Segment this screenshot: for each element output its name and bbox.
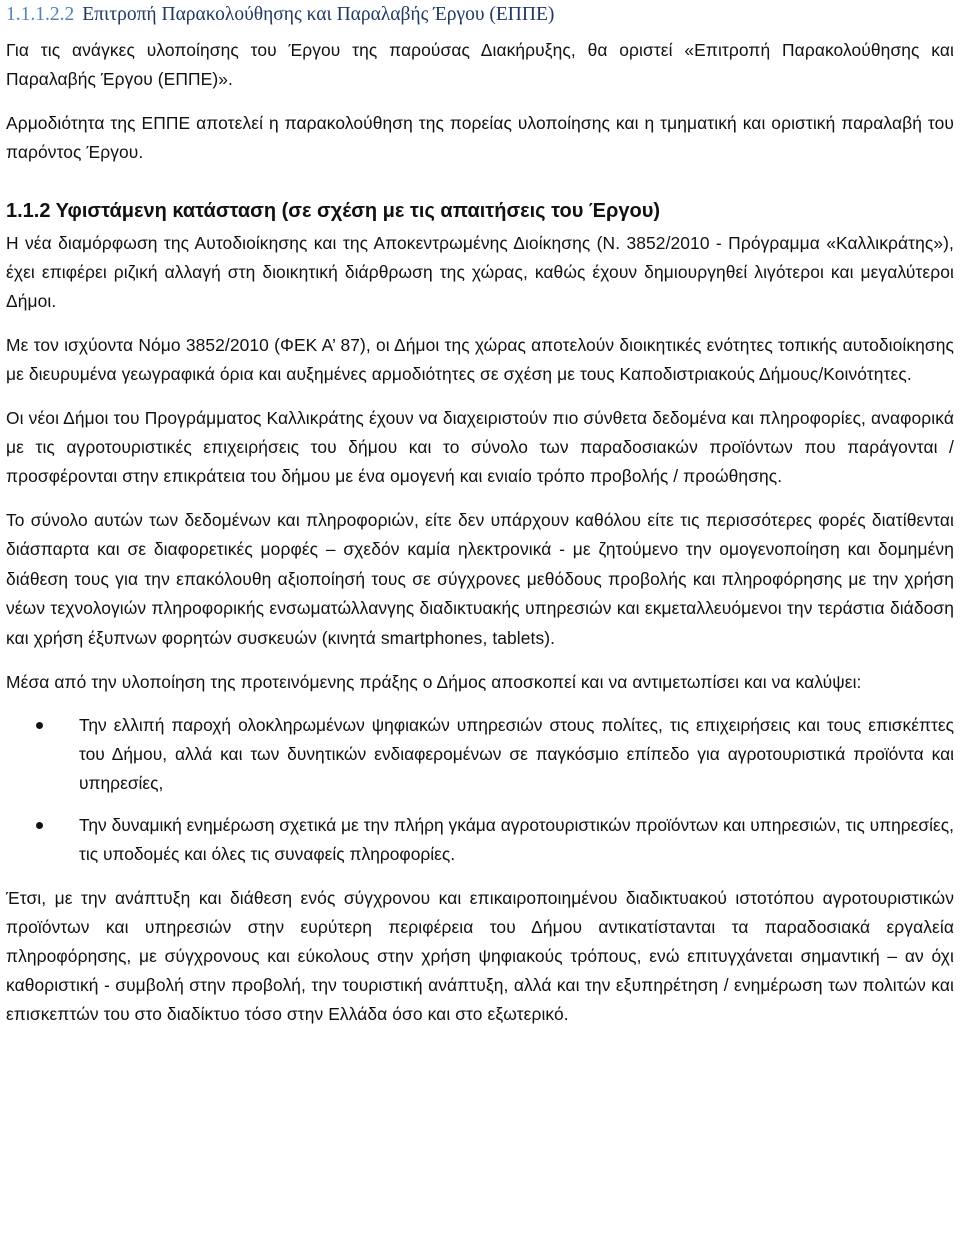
paragraph-eppe-definition: Για τις ανάγκες υλοποίησης του Έργου της παρούσας Διακήρυξης, θα οριστεί «Επιτροπή Παρακολούθησης και Παραλαβής Έργου (ΕΠΠΕ)». [6,40,954,89]
paragraph-new-municipalities: Οι νέοι Δήμοι του Προγράμματος Καλλικράτης έχουν να διαχειριστούν πιο σύνθετα δεδομένα και πληροφορίες, αναφορικά με τις αγροτουριστικές επιχειρήσεις του δήμου και το σύνολο των παραδοσιακών προϊόντων που παράγονται / προσφέρονται στην επικράτεια του δήμου με ένα ομογενή και ενιαίο τρόπο προβολής / προώθησης. [6,408,954,486]
paragraph-new-administration: Η νέα διαμόρφωση της Αυτοδιοίκησης και της Αποκεντρωμένης Διοίκησης (Ν. 3852/2010 - Πρόγραμμα «Καλλικράτης»), έχει επιφέρει ριζική αλλαγή στη διοικητική διάρθρωση της χώρας, καθώς έχουν δημιουργηθεί λιγότεροι και μεγαλύτεροι Δήμοι. [6,233,954,311]
paragraph-project-aims: Μέσα από την υλοποίηση της προτεινόμενης πράξης ο Δήμος αποσκοπεί και να αντιμετωπίσει και να καλύψει: [6,672,862,693]
document-page [6,0,954,1029]
section-heading-title: Επιτροπή Παρακολούθησης και Παραλαβής Έργου (ΕΠΠΕ) [82,4,555,25]
bullet-text: Την ελλιπή παροχή ολοκληρωμένων ψηφιακών υπηρεσιών στους πολίτες, τις επιχειρήσεις και τους επισκέπτες του Δήμου, αλλά και των δυνητικών ενδιαφερομένων σε παγκόσμιο επίπεδο για αγροτουριστικά προϊόντα και υπηρεσίες, [79,715,954,794]
bullet-icon [36,822,43,829]
bullet-item [6,711,954,798]
paragraph-closing: Έτσι, με την ανάπτυξη και διάθεση ενός σύγχρονου και επικαιροποιημένου διαδικτυακού ιστοτόπου αγροτουριστικών προϊόντων και υπηρεσιών στην ευρύτερη περιφέρεια του Δήμου αντικατίστανται τα παραδοσιακά εργαλεία πληροφόρησης, με σύγχρονους και εύκολους στην χρήση ψηφιακούς τρόπους, ενώ επιτυγχάνεται σημαντική – αν όχι καθοριστική - συμβολή στην προβολή, την τουριστική ανάπτυξη, αλλά και την εξυπηρέτηση / ενημέρωση των πολιτών και επισκεπτών του στο διαδίκτυο τόσο στην Ελλάδα όσο και στο εξωτερικό. [6,888,954,1025]
section-heading [6,2,954,28]
paragraph-eppe-responsibility: Αρμοδιότητα της ΕΠΠΕ αποτελεί η παρακολούθηση της πορείας υλοποίησης και η τμηματική και οριστική παραλαβή του παρόντος Έργου. [6,113,954,162]
bullet-text: Την δυναμική ενημέρωση σχετικά με την πλήρη γκάμα αγροτουριστικών προϊόντων και υπηρεσιών, τις υπηρεσίες, τις υποδομές και όλες τις συναφείς πληροφορίες. [79,815,954,865]
paragraph-law-3852: Με τον ισχύοντα Νόμο 3852/2010 (ΦΕΚ Α’ 87), οι Δήμοι της χώρας αποτελούν διοικητικές ενότητες τοπικής αυτοδιοίκησης με διευρυμένα γεωγραφικά όρια και αυξημένες αρμοδιότητες σε σχέση με τους Καποδιστριακούς Δήμους/Κοινότητες. [6,335,954,384]
subsection-heading: 1.1.2 Υφιστάμενη κατάσταση (σε σχέση με τις απαιτήσεις του Έργου) [6,200,660,222]
section-heading-number: 1.1.1.2.2 [6,4,75,25]
paragraph-data-availability: Το σύνολο αυτών των δεδομένων και πληροφοριών, είτε δεν υπάρχουν καθόλου είτε τις περισσότερες φορές διατίθενται διάσπαρτα και σε διαφορετικές μορφές – σχεδόν καμία ηλεκτρονικά - με ζητούμενο την ομογενοποίηση και δομημένη διάθεση τους για την επακόλουθη αξιοποίησή τους σε σύγχρονες μεθόδους προβολής και πληροφόρησης με την χρήση νέων τεχνολογιών πληροφορικής ενσωματώλλανγης διαδικτυακής υπηρεσιών και εκμεταλλευόμενοι την τεράστια διάδοση και χρήση έξυπνων φορητών συσκευών (κινητά smartphones, tablets). [6,510,954,648]
needs-bullet-list [6,711,954,869]
bullet-item [6,811,954,869]
bullet-icon [36,722,43,729]
